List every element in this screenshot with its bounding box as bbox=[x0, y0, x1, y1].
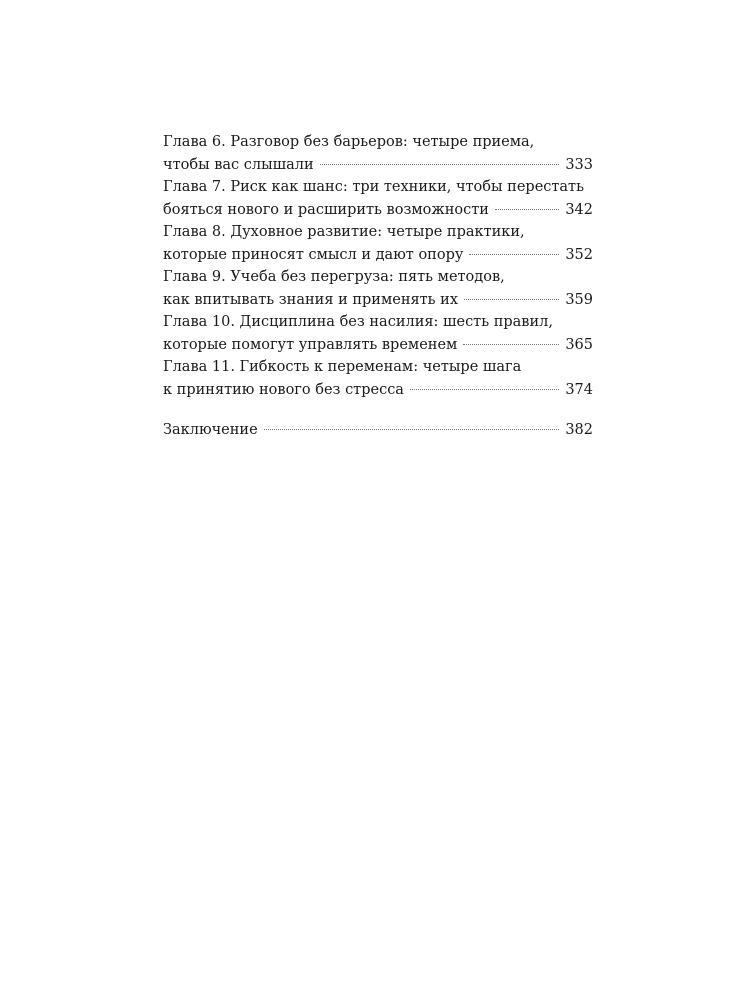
toc-entry-title-line2: которые приносят смысл и дают опору bbox=[163, 246, 464, 263]
toc-entry-title-line2: как впитывать знания и применять их bbox=[163, 291, 458, 308]
dot-leader bbox=[469, 253, 559, 255]
toc-entry-title-line1: Глава 6. Разговор без барьеров: четыре приема, bbox=[163, 134, 535, 150]
toc-entry-conclusion bbox=[163, 419, 593, 442]
dot-leader bbox=[320, 163, 560, 165]
table-of-contents bbox=[163, 131, 593, 442]
toc-entry-title-line2: которые помогут управлять временем bbox=[163, 336, 458, 353]
toc-entry-title-line1: Глава 8. Духовное развитие: четыре практики, bbox=[163, 224, 525, 240]
toc-entry-page-number: 374 bbox=[565, 381, 593, 398]
toc-entry-page-number: 333 bbox=[565, 156, 593, 173]
toc-entry-chapter-8 bbox=[163, 221, 593, 266]
toc-entry-chapter-7 bbox=[163, 176, 593, 221]
toc-entry-title-line2: чтобы вас слышали bbox=[163, 156, 314, 173]
toc-entry-page-number: 382 bbox=[565, 422, 593, 438]
dot-leader bbox=[410, 388, 559, 390]
toc-entry-chapter-6 bbox=[163, 131, 593, 176]
toc-entry-chapter-10 bbox=[163, 311, 593, 356]
dot-leader bbox=[463, 343, 559, 345]
toc-entry-page-number: 342 bbox=[565, 201, 593, 218]
toc-entry-title-line1: Глава 10. Дисциплина без насилия: шесть правил, bbox=[163, 314, 553, 330]
toc-entry-title-line1: Глава 9. Учеба без перегруза: пять методов, bbox=[163, 269, 505, 285]
toc-entry-page-number: 359 bbox=[565, 291, 593, 308]
toc-entry-title: Заключение bbox=[163, 422, 258, 438]
dot-leader bbox=[264, 428, 560, 430]
toc-entry-page-number: 352 bbox=[565, 246, 593, 263]
toc-entry-title-line1: Глава 7. Риск как шанс: три техники, чтобы перестать bbox=[163, 179, 584, 195]
toc-entry-title-line2: к принятию нового без стресса bbox=[163, 381, 404, 398]
toc-entry-chapter-11 bbox=[163, 356, 593, 401]
dot-leader bbox=[495, 208, 559, 210]
toc-entry-page-number: 365 bbox=[565, 336, 593, 353]
toc-entry-title-line2: бояться нового и расширить возможности bbox=[163, 201, 489, 218]
toc-entry-title-line1: Глава 11. Гибкость к переменам: четыре шага bbox=[163, 359, 522, 375]
toc-entry-chapter-9 bbox=[163, 266, 593, 311]
dot-leader bbox=[464, 298, 559, 300]
